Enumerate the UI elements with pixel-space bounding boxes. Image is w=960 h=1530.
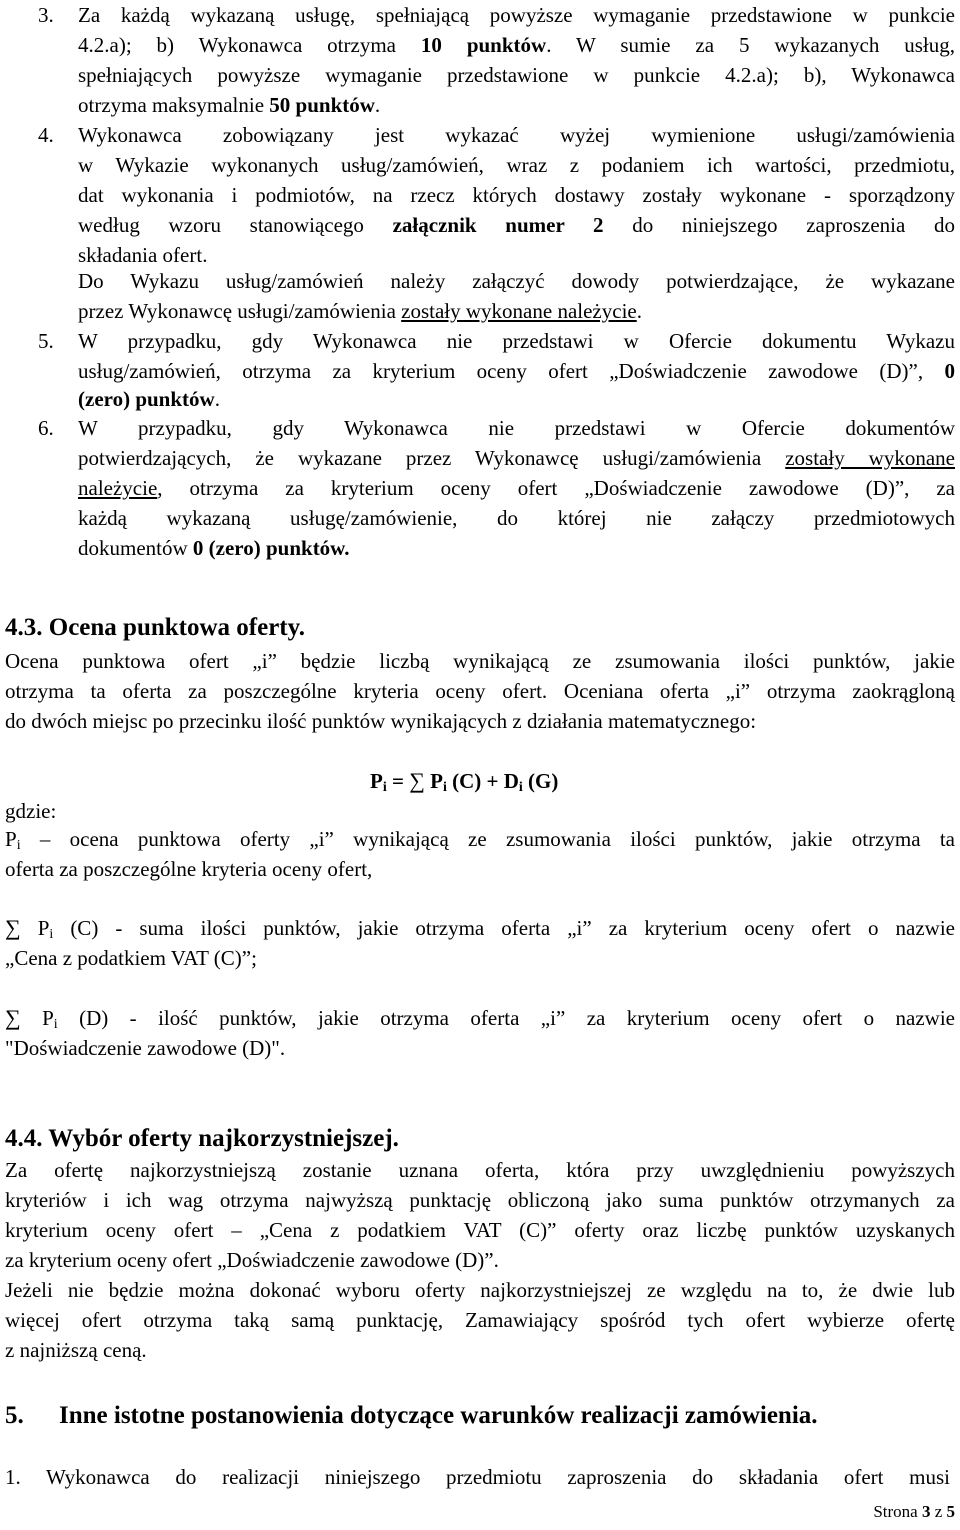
item-4-line-5: składania ofert. [78, 243, 208, 267]
definition-pi-line-1: $P_i$ – ocena punktowa oferty „i” wynikającą ze zsumowania ilości punktów, jakie otrzyma ta [5, 827, 955, 853]
definition-pic-line-1: ∑ $P_i$ (C) - suma ilości punktów, jakie otrzyma oferta „i” za kryterium oceny ofert o nazwie [5, 915, 956, 942]
section-4-4-line-7: z najniższą ceną. [5, 1338, 147, 1362]
item-3-line-1: Za każdą wykazaną usługę, spełniającą powyższe wymaganie przedstawione w punkcie [78, 3, 955, 27]
section-5-number: 5. [5, 1402, 24, 1429]
section-4-3-para-line-2: otrzyma ta oferta za poszczególne kryteria oceny ofert. Oceniana oferta „i” otrzyma zaokrągloną [5, 679, 955, 703]
item-4-line-7: przez Wykonawcę usługi/zamówienia zostały wykonane należycie. [78, 299, 642, 323]
section-4-4-line-2: kryteriów i ich wag otrzyma najwyższą punktację obliczoną jako suma punktów otrzymanych za [5, 1188, 955, 1212]
scoring-formula: $P_i$ = ∑ $P_i$ $(C) + D_i$ (G) [370, 768, 559, 795]
section-4-3-para-line-3: do dwóch miejsc po przecinku ilość punktów wynikających z działania matematycznego: [5, 709, 757, 733]
where-label: gdzie: [5, 799, 57, 823]
item-number: 6. [38, 416, 54, 440]
section-4-4-line-5: Jeżeli nie będzie można dokonać wyboru oferty najkorzystniejszej ze względu na to, że dwie lub [5, 1278, 955, 1302]
item-4-line-1: Wykonawca zobowiązany jest wykazać wyżej wymienione usługi/zamówienia [78, 123, 955, 147]
definition-pid-line-2: "Doświadczenie zawodowe (D)". [5, 1036, 286, 1060]
item-6-line-4: każdą wykazaną usługę/zamówienie, do której nie załączy przedmiotowych [78, 506, 955, 530]
item-6-line-2: potwierdzających, że wykazane przez Wykonawcę usługi/zamówienia zostały wykonane [78, 446, 955, 470]
definition-pic-line-2: „Cena z podatkiem VAT (C)”; [5, 946, 257, 970]
section-4-4-heading: 4.4. Wybór oferty najkorzystniejszej. [5, 1125, 399, 1152]
item-4-line-6: Do Wykazu usług/zamówień należy załączyć dowody potwierdzające, że wykazane [78, 269, 955, 293]
item-5-line-1: W przypadku, gdy Wykonawca nie przedstawi w Ofercie dokumentu Wykazu [78, 329, 955, 353]
section-4-3-para-line-1: Ocena punktowa ofert „i” będzie liczbą wynikającą ze zsumowania ilości punktów, jakie [5, 649, 955, 673]
item-6-line-3: należycie, otrzyma za kryterium oceny ofert „Doświadczenie zawodowe (D)”, za [78, 476, 955, 500]
section-4-4-line-6: więcej ofert otrzyma taką samą punktację, Zamawiający spośród tych ofert wybierze ofertę [5, 1308, 955, 1332]
section-5-item-1: 1. Wykonawca do realizacji niniejszego przedmiotu zaproszenia do składania ofert musi [5, 1465, 950, 1489]
definition-pi-line-2: oferta za poszczególne kryteria oceny ofert, [5, 857, 373, 881]
section-4-4-line-4: za kryterium oceny ofert „Doświadczenie zawodowe (D)”. [5, 1248, 499, 1272]
item-3-line-2: 4.2.a); b) Wykonawca otrzyma 10 punktów. W sumie za 5 wykazanych usług, [78, 33, 955, 57]
page-footer: Strona 3 z 5 [873, 1502, 955, 1521]
item-4-line-2: w Wykazie wykonanych usług/zamówień, wraz z podaniem ich wartości, przedmiotu, [78, 153, 955, 177]
section-4-3-heading: 4.3. Ocena punktowa oferty. [5, 614, 305, 641]
section-5-heading: Inne istotne postanowienia dotyczące warunków realizacji zamówienia. [59, 1402, 818, 1429]
definition-pid-line-1: ∑ $P_i$ (D) - ilość punktów, jakie otrzyma oferta „i” za kryterium oceny ofert o nazwie [5, 1005, 955, 1032]
item-3-line-3: spełniających powyższe wymaganie przedstawione w punkcie 4.2.a); b), Wykonawca [78, 63, 955, 87]
item-5-line-3: (zero) punktów. [78, 387, 220, 411]
item-4-line-3: dat wykonania i podmiotów, na rzecz których dostawy zostały wykonane - sporządzony [78, 183, 955, 207]
item-3-line-4: otrzyma maksymalnie 50 punktów. [78, 93, 381, 117]
item-number: 5. [38, 329, 54, 353]
item-number: 4. [38, 123, 54, 147]
section-4-4-line-1: Za ofertę najkorzystniejszą zostanie uznana oferta, która przy uwzględnieniu powyższych [5, 1158, 955, 1182]
item-5-line-2: usług/zamówień, otrzyma za kryterium oceny ofert „Doświadczenie zawodowe (D)”, 0 [78, 359, 955, 383]
item-number: 3. [38, 3, 54, 27]
item-6-line-1: W przypadku, gdy Wykonawca nie przedstawi w Ofercie dokumentów [78, 416, 955, 440]
item-6-line-5: dokumentów 0 (zero) punktów. [78, 536, 350, 560]
item-4-line-4: według wzoru stanowiącego załącznik numer 2 do niniejszego zaproszenia do [78, 213, 955, 237]
section-4-4-line-3: kryterium oceny ofert – „Cena z podatkiem VAT (C)” oferty oraz liczbę punktów uzyskanych [5, 1218, 955, 1242]
